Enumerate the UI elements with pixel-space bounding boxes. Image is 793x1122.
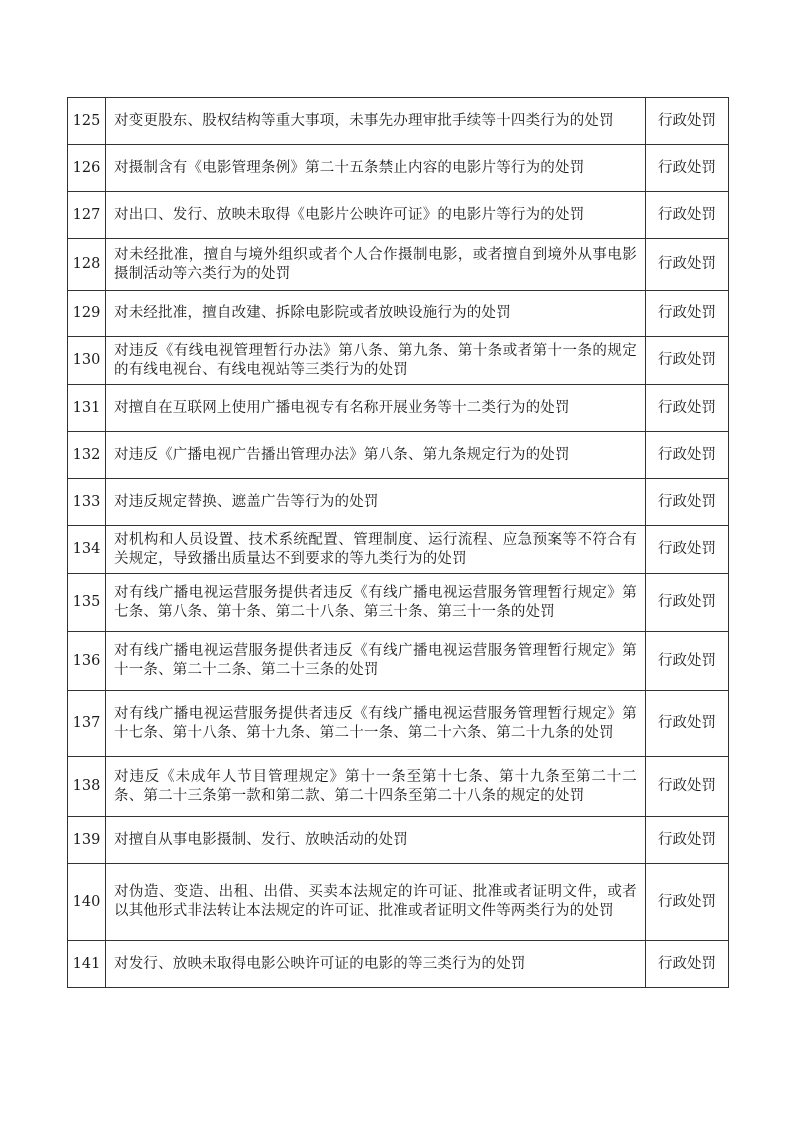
item-type: 行政处罚 [646, 145, 729, 192]
table-row [68, 239, 729, 291]
item-type: 行政处罚 [646, 757, 729, 817]
row-number: 138 [68, 757, 106, 817]
row-number: 127 [68, 192, 106, 239]
item-name: 对出口、发行、放映未取得《电影片公映许可证》的电影片等行为的处罚 [106, 192, 646, 239]
item-name: 对擅自从事电影摄制、发行、放映活动的处罚 [106, 817, 646, 864]
table-row [68, 337, 729, 385]
table-row [68, 632, 729, 691]
row-number: 133 [68, 479, 106, 526]
item-name: 对未经批准，擅自改建、拆除电影院或者放映设施行为的处罚 [106, 291, 646, 337]
row-number: 139 [68, 817, 106, 864]
item-name: 对有线广播电视运营服务提供者违反《有线广播电视运营服务管理暂行规定》第十七条、第十八条、第十九条、第二十一条、第二十六条、第二十九条的处罚 [106, 691, 646, 757]
table-row [68, 291, 729, 337]
row-number: 134 [68, 526, 106, 574]
row-number: 136 [68, 632, 106, 691]
table-row [68, 526, 729, 574]
item-name: 对有线广播电视运营服务提供者违反《有线广播电视运营服务管理暂行规定》第七条、第八条、第十条、第二十八条、第三十条、第三十一条的处罚 [106, 574, 646, 632]
row-number: 125 [68, 98, 106, 145]
item-name: 对机构和人员设置、技术系统配置、管理制度、运行流程、应急预案等不符合有关规定，导致播出质量达不到要求的等九类行为的处罚 [106, 526, 646, 574]
item-type: 行政处罚 [646, 291, 729, 337]
table-row [68, 98, 729, 145]
table-row [68, 757, 729, 817]
item-type: 行政处罚 [646, 864, 729, 941]
item-type: 行政处罚 [646, 526, 729, 574]
table-row [68, 192, 729, 239]
item-name: 对违反《未成年人节目管理规定》第十一条至第十七条、第十九条至第二十二条、第二十三条第一款和第二款、第二十四条至第二十八条的规定的处罚 [106, 757, 646, 817]
row-number: 131 [68, 385, 106, 432]
item-name: 对有线广播电视运营服务提供者违反《有线广播电视运营服务管理暂行规定》第十一条、第二十二条、第二十三条的处罚 [106, 632, 646, 691]
item-name: 对未经批准，擅自与境外组织或者个人合作摄制电影，或者擅自到境外从事电影摄制活动等六类行为的处罚 [106, 239, 646, 291]
item-name: 对违反《广播电视广告播出管理办法》第八条、第九条规定行为的处罚 [106, 432, 646, 479]
table-row [68, 864, 729, 941]
item-name: 对伪造、变造、出租、出借、买卖本法规定的许可证、批准或者证明文件，或者以其他形式非法转让本法规定的许可证、批准或者证明文件等两类行为的处罚 [106, 864, 646, 941]
item-type: 行政处罚 [646, 337, 729, 385]
item-name: 对擅自在互联网上使用广播电视专有名称开展业务等十二类行为的处罚 [106, 385, 646, 432]
table-row [68, 691, 729, 757]
item-type: 行政处罚 [646, 817, 729, 864]
table-row [68, 941, 729, 988]
item-type: 行政处罚 [646, 574, 729, 632]
item-type: 行政处罚 [646, 385, 729, 432]
item-type: 行政处罚 [646, 479, 729, 526]
table-row [68, 817, 729, 864]
row-number: 140 [68, 864, 106, 941]
table-row [68, 145, 729, 192]
row-number: 135 [68, 574, 106, 632]
item-type: 行政处罚 [646, 192, 729, 239]
item-type: 行政处罚 [646, 98, 729, 145]
item-name: 对摄制含有《电影管理条例》第二十五条禁止内容的电影片等行为的处罚 [106, 145, 646, 192]
row-number: 137 [68, 691, 106, 757]
table-row [68, 385, 729, 432]
table-row [68, 432, 729, 479]
row-number: 126 [68, 145, 106, 192]
table-row [68, 479, 729, 526]
item-type: 行政处罚 [646, 941, 729, 988]
item-name: 对发行、放映未取得电影公映许可证的电影的等三类行为的处罚 [106, 941, 646, 988]
item-name: 对违反规定替换、遮盖广告等行为的处罚 [106, 479, 646, 526]
item-name: 对变更股东、股权结构等重大事项，未事先办理审批手续等十四类行为的处罚 [106, 98, 646, 145]
table-row [68, 574, 729, 632]
item-type: 行政处罚 [646, 691, 729, 757]
penalty-items-table [67, 97, 729, 988]
item-type: 行政处罚 [646, 239, 729, 291]
item-type: 行政处罚 [646, 632, 729, 691]
item-name: 对违反《有线电视管理暂行办法》第八条、第九条、第十条或者第十一条的规定的有线电视台、有线电视站等三类行为的处罚 [106, 337, 646, 385]
row-number: 129 [68, 291, 106, 337]
row-number: 128 [68, 239, 106, 291]
row-number: 130 [68, 337, 106, 385]
item-type: 行政处罚 [646, 432, 729, 479]
row-number: 141 [68, 941, 106, 988]
row-number: 132 [68, 432, 106, 479]
